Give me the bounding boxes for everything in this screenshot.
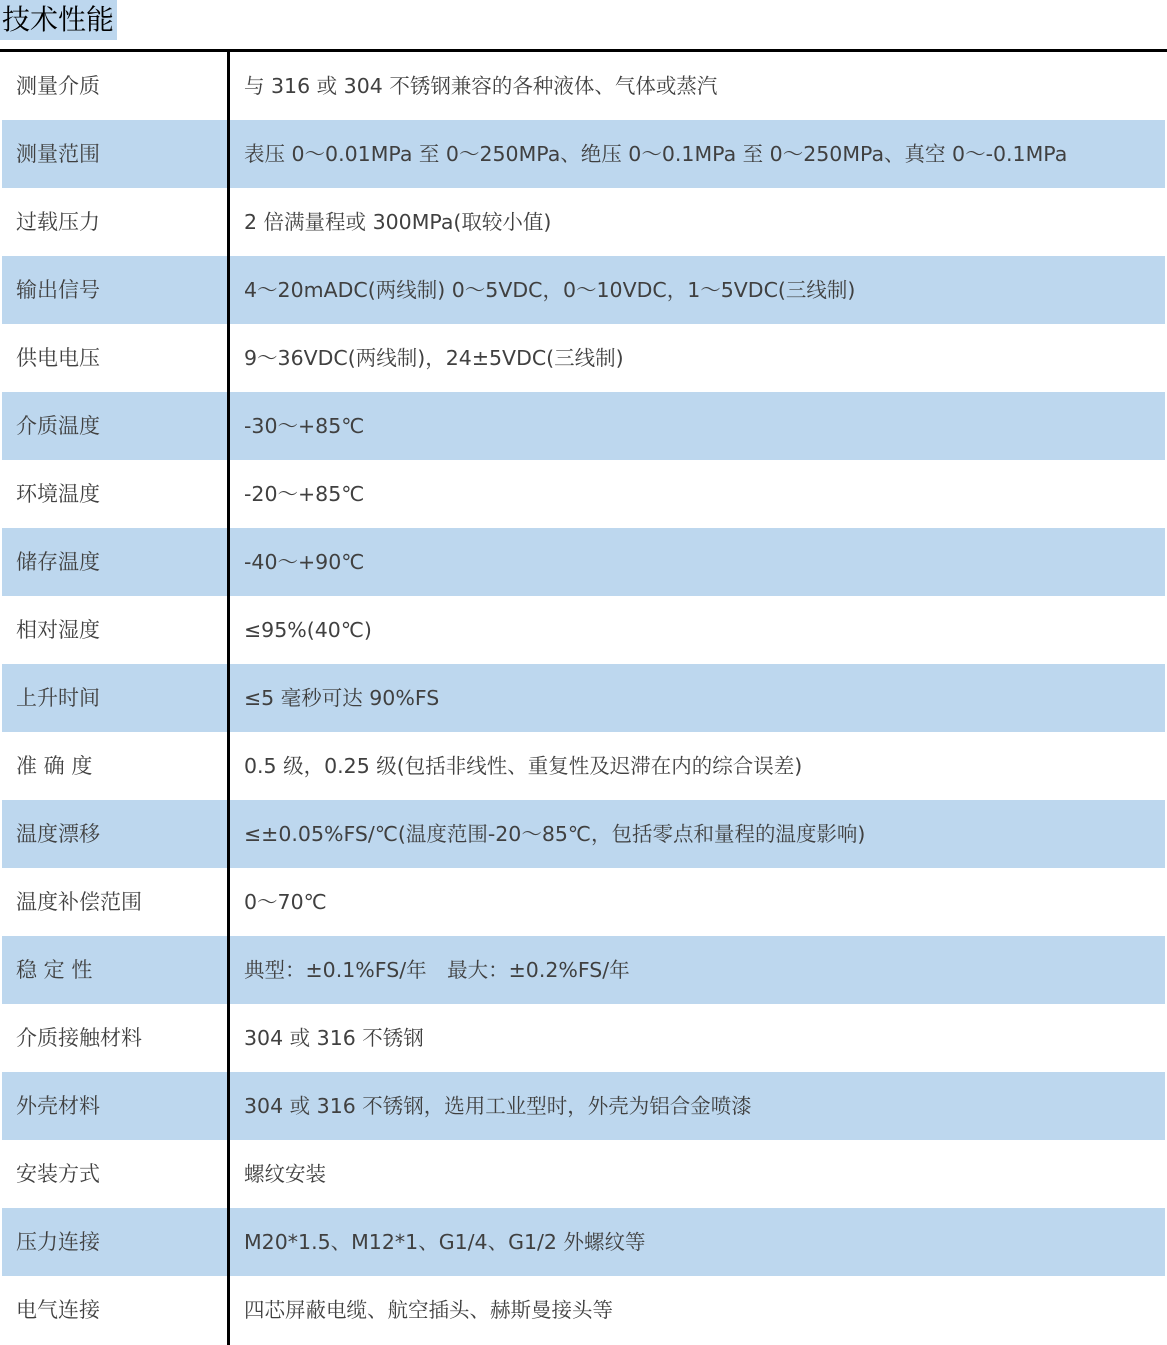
- spec-value: 0～70℃: [244, 890, 327, 914]
- spec-value: ≤5 毫秒可达 90%FS: [244, 686, 440, 710]
- spec-table: [0, 52, 1167, 1344]
- spec-label: 相对湿度: [16, 618, 100, 642]
- spec-label: 过载压力: [16, 210, 100, 234]
- spec-value: 2 倍满量程或 300MPa(取较小值): [244, 210, 552, 234]
- spec-row-stability: [2, 936, 1165, 1004]
- spec-row-storage-temp: [2, 528, 1165, 596]
- spec-row-humidity: [0, 596, 1167, 664]
- spec-row-pressure-connection: [2, 1208, 1165, 1276]
- spec-row-accuracy: [0, 732, 1167, 800]
- spec-row-supply: [0, 324, 1167, 392]
- spec-value: 0.5 级，0.25 级(包括非线性、重复性及迟滞在内的综合误差): [244, 754, 803, 778]
- spec-label: 稳 定 性: [16, 958, 93, 982]
- spec-label: 测量范围: [16, 142, 100, 166]
- spec-value: 表压 0～0.01MPa 至 0～250MPa、绝压 0～0.1MPa 至 0～250MPa、真空 0～-0.1MPa: [244, 142, 1068, 166]
- spec-value: -30～+85℃: [244, 414, 365, 438]
- spec-value: 与 316 或 304 不锈钢兼容的各种液体、气体或蒸汽: [244, 74, 718, 98]
- spec-value: 四芯屏蔽电缆、航空插头、赫斯曼接头等: [244, 1298, 613, 1322]
- spec-row-ambient-temp: [0, 460, 1167, 528]
- spec-value: 304 或 316 不锈钢，选用工业型时，外壳为铝合金喷漆: [244, 1094, 752, 1118]
- spec-label: 压力连接: [16, 1230, 100, 1254]
- spec-row-output: [2, 256, 1165, 324]
- spec-label: 准 确 度: [16, 754, 93, 778]
- spec-value: 304 或 316 不锈钢: [244, 1026, 424, 1050]
- spec-row-temp-drift: [2, 800, 1165, 868]
- spec-value: ≤95%(40℃): [244, 618, 372, 642]
- column-divider: [227, 52, 230, 1345]
- spec-row-electrical-connection: [0, 1276, 1167, 1344]
- spec-label: 供电电压: [16, 346, 100, 370]
- spec-row-range: [2, 120, 1165, 188]
- spec-value: -40～+90℃: [244, 550, 365, 574]
- spec-value: M20*1.5、M12*1、G1/4、G1/2 外螺纹等: [244, 1230, 646, 1254]
- spec-label: 储存温度: [16, 550, 100, 574]
- spec-value: 4～20mADC(两线制) 0～5VDC，0～10VDC，1～5VDC(三线制): [244, 278, 856, 302]
- spec-row-overload: [0, 188, 1167, 256]
- spec-label: 环境温度: [16, 482, 100, 506]
- spec-value: -20～+85℃: [244, 482, 365, 506]
- spec-label: 介质温度: [16, 414, 100, 438]
- spec-row-medium-temp: [2, 392, 1165, 460]
- spec-label: 电气连接: [16, 1298, 100, 1322]
- spec-label: 输出信号: [16, 278, 100, 302]
- spec-row-mounting: [0, 1140, 1167, 1208]
- spec-value: 螺纹安装: [244, 1162, 326, 1186]
- spec-label: 测量介质: [16, 74, 100, 98]
- spec-row-medium: [0, 52, 1167, 120]
- spec-label: 介质接触材料: [16, 1026, 142, 1050]
- spec-label: 外壳材料: [16, 1094, 100, 1118]
- spec-row-wetted-material: [0, 1004, 1167, 1072]
- spec-value: 9～36VDC(两线制)，24±5VDC(三线制): [244, 346, 624, 370]
- spec-value: ≤±0.05%FS/℃(温度范围-20～85℃，包括零点和量程的温度影响): [244, 822, 866, 846]
- spec-label: 温度补偿范围: [16, 890, 142, 914]
- spec-row-housing: [2, 1072, 1165, 1140]
- page-title: 技术性能: [0, 0, 117, 40]
- spec-row-rise-time: [2, 664, 1165, 732]
- spec-row-temp-comp: [0, 868, 1167, 936]
- spec-value: 典型：±0.1%FS/年 最大：±0.2%FS/年: [244, 958, 630, 982]
- spec-label: 温度漂移: [16, 822, 100, 846]
- spec-label: 安装方式: [16, 1162, 100, 1186]
- spec-label: 上升时间: [16, 686, 100, 710]
